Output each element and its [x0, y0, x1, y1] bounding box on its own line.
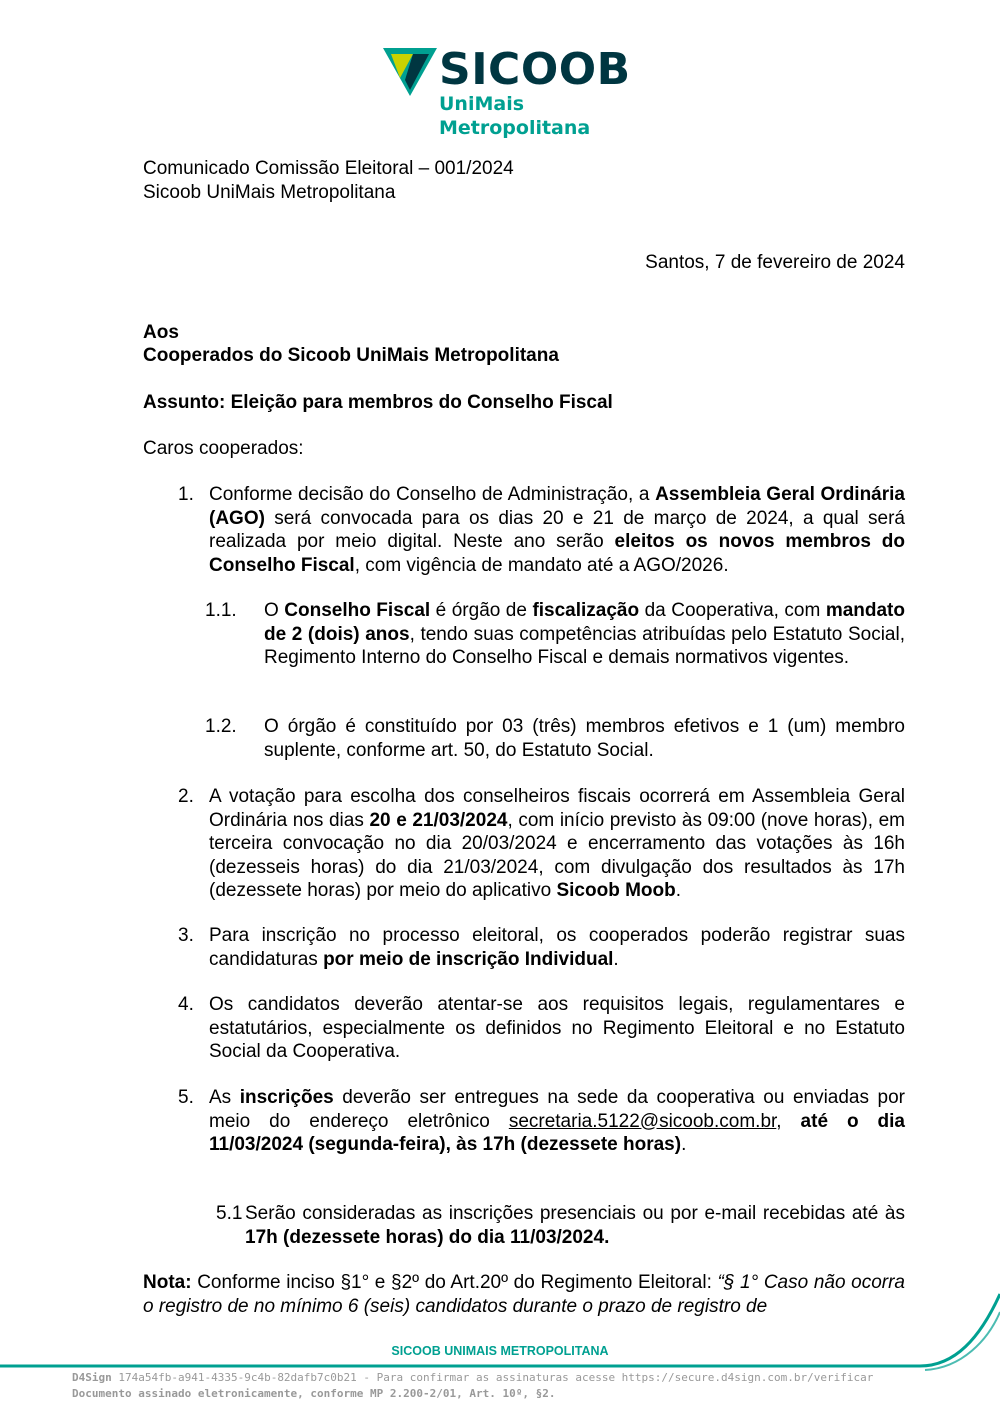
subject-line: Assunto: Eleição para membros do Conselho Fiscal: [143, 392, 613, 413]
document-date: Santos, 7 de fevereiro de 2024: [645, 252, 905, 273]
sicoob-logo-icon: [383, 46, 437, 98]
sicoob-logo: [383, 44, 673, 139]
item-3-text: Para inscrição no processo eleitoral, os cooperados poderão registrar suas candidaturas por meio de inscrição Individual.: [209, 925, 905, 970]
item-number: 1.1.: [205, 600, 237, 621]
item-1-1-text: O Conselho Fiscal é órgão de fiscalização da Cooperativa, com mandato de 2 (dois) anos, tendo suas competências atribuídas pelo Estatuto Social, Regimento Interno do Conselho Fiscal e demais normativos vigentes.: [264, 600, 905, 668]
item-number: 5.: [178, 1087, 194, 1108]
footer-organization: SICOOB UNIMAIS METROPOLITANA: [391, 1344, 609, 1358]
item-number: 2.: [178, 786, 194, 807]
item-number: 1.2.: [205, 716, 237, 737]
greeting: Caros cooperados:: [143, 438, 304, 459]
d4sign-stamp: D4Sign 174a54fb-a941-4335-9c4b-82dafb7c0b21 - Para confirmar as assinaturas acesse https://secure.d4sign.com.br/verificar Documento assinado eletronicamente, conforme MP 2.200-2/01, Art. 10º, §2.: [72, 1371, 874, 1400]
item-4-text: Os candidatos deverão atentar-se aos requisitos legais, regulamentares e estatutários, especialmente os definidos no Regimento Eleitoral e no Estatuto Social da Cooperativa.: [209, 994, 905, 1062]
communique-title: Comunicado Comissão Eleitoral – 001/2024: [143, 158, 514, 179]
item-number: 5.1: [216, 1203, 243, 1224]
item-number: 4.: [178, 994, 194, 1015]
email-link[interactable]: secretaria.5122@sicoob.com.br: [508, 1110, 777, 1132]
item-number: 3.: [178, 925, 194, 946]
item-number: 1.: [178, 484, 194, 505]
recipient-line-2: Cooperados do Sicoob UniMais Metropolitana: [143, 345, 559, 366]
recipient-line-1: Aos: [143, 322, 179, 343]
logo-wordmark: SICOOB: [439, 44, 631, 95]
item-5-text: As inscrições deverão ser entregues na sede da cooperativa ou enviadas por meio do endereço eletrônico secretaria.5122@sicoob.com.br, até o dia 11/03/2024 (segunda-feira), às 17h (dezessete horas).: [209, 1087, 906, 1155]
item-5-1-text: Serão consideradas as inscrições presenciais ou por e-mail recebidas até às 17h (dezessete horas) do dia 11/03/2024.: [245, 1203, 905, 1248]
footer-wave-decoration: [0, 1290, 1000, 1380]
logo-subtitle: UniMais Metropolitana: [439, 93, 591, 139]
note-paragraph: Nota: Conforme inciso §1° e §2º do Art.20º do Regimento Eleitoral: “§ 1° Caso não ocorra o registro de no mínimo 6 (seis) candidatos durante o prazo de registro de: [143, 1272, 906, 1317]
item-1-2-text: O órgão é constituído por 03 (três) membros efetivos e 1 (um) membro suplente, conforme art. 50, do Estatuto Social.: [264, 716, 905, 761]
item-1-text: Conforme decisão do Conselho de Administração, a Assembleia Geral Ordinária (AGO) será convocada para os dias 20 e 21 de março de 2024, a qual será realizada por meio digital. Neste ano serão eleitos os novos membros do Conselho Fiscal, com vigência de mandato até a AGO/2026.: [209, 484, 906, 576]
communique-org: Sicoob UniMais Metropolitana: [143, 182, 396, 203]
item-2-text: A votação para escolha dos conselheiros fiscais ocorrerá em Assembleia Geral Ordinária nos dias 20 e 21/03/2024, com início previsto às 09:00 (nove horas), em terceira convocação no dia 20/03/2024 e encerramento das votações às 16h (dezesseis horas) do dia 21/03/2024, com divulgação dos resultados às 17h (dezessete horas) por meio do aplicativo Sicoob Moob.: [209, 786, 905, 901]
